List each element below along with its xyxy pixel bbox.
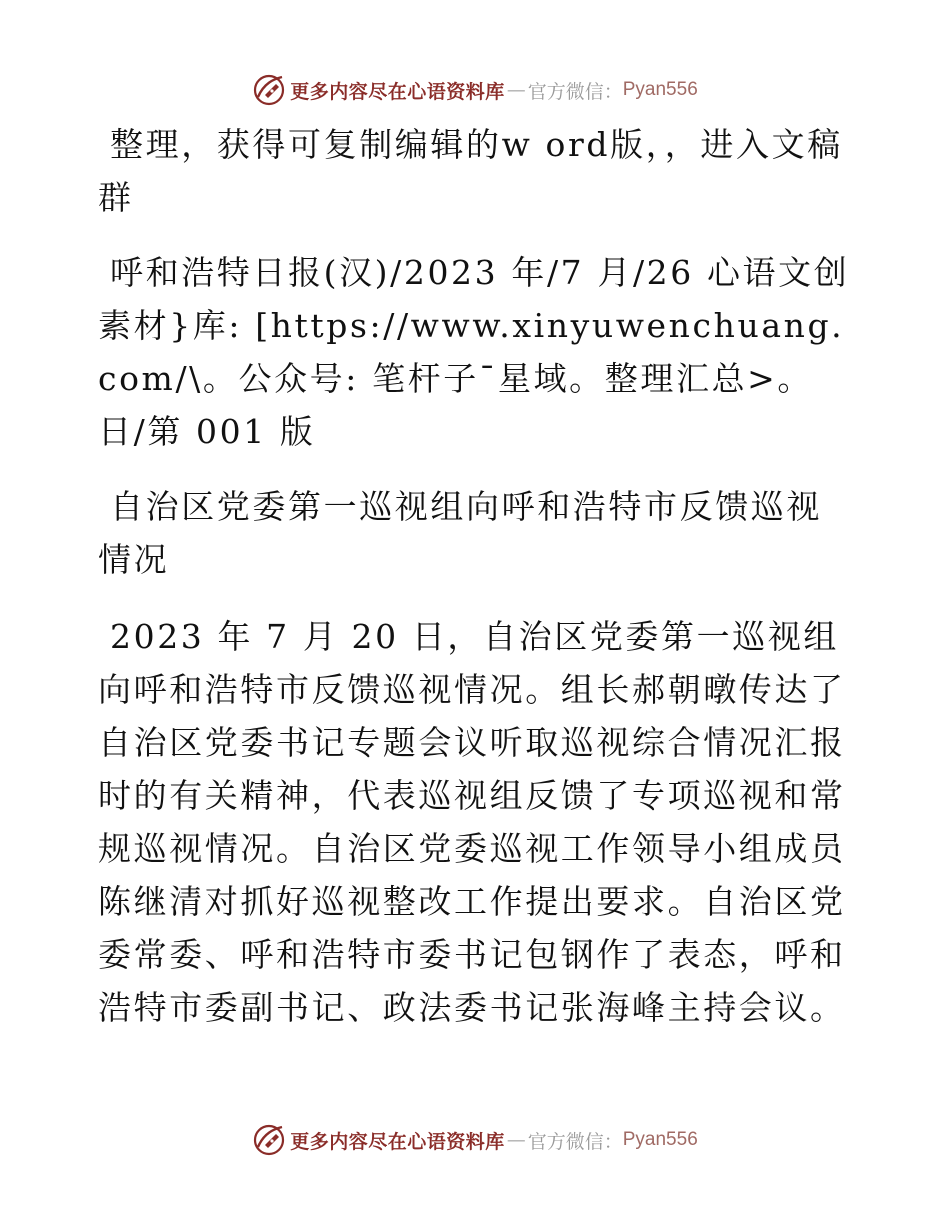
header-watermark-banner (0, 70, 950, 110)
document-content (98, 118, 856, 1056)
banner-wechat-id: Pyan556 (622, 1129, 698, 1150)
pen-nib-logo-icon (252, 1123, 286, 1157)
footer-watermark-banner (0, 1120, 950, 1160)
banner-main-text: 更多内容尽在心语资料库 (290, 80, 505, 103)
banner-separator: — (506, 1129, 526, 1151)
banner-wechat-id: Pyan556 (622, 79, 698, 100)
pen-nib-logo-icon (252, 73, 286, 107)
intro-paragraph: 整理，获得可复制编辑的w ord版，，进入文稿群 (98, 125, 843, 217)
banner-separator: — (506, 79, 526, 101)
banner-main-text: 更多内容尽在心语资料库 (290, 1130, 505, 1153)
banner-wechat-label: 官方微信： (527, 80, 623, 103)
article-body: 2023 年 7 月 20 日，自治区党委第一巡视组向呼和浩特市反馈巡视情况。组长郝朝暾传达了自治区党委书记专题会议听取巡视综合情况汇报时的有关精神，代表巡视组反馈了专项巡视和常规巡视情况。自治区党委巡视工作领导小组成员陈继清对抓好巡视整改工作提出要求。自治区党委常委、呼和浩特市委书记包钢作了表态，呼和浩特市委副书记、政法委书记张海峰主持会议。 (98, 617, 846, 1027)
article-title: 自治区党委第一巡视组向呼和浩特市反馈巡视情况 (98, 487, 822, 579)
banner-wechat-label: 官方微信： (527, 1130, 623, 1153)
source-paragraph: 呼和浩特日报(汉)/2023 年/7 月/26 心语文创素材}库: [https://www.xinyuwenchuang.com/\。公众号: 笔杆子¯星域。整理汇总>。日/第 001 版 (98, 253, 850, 451)
